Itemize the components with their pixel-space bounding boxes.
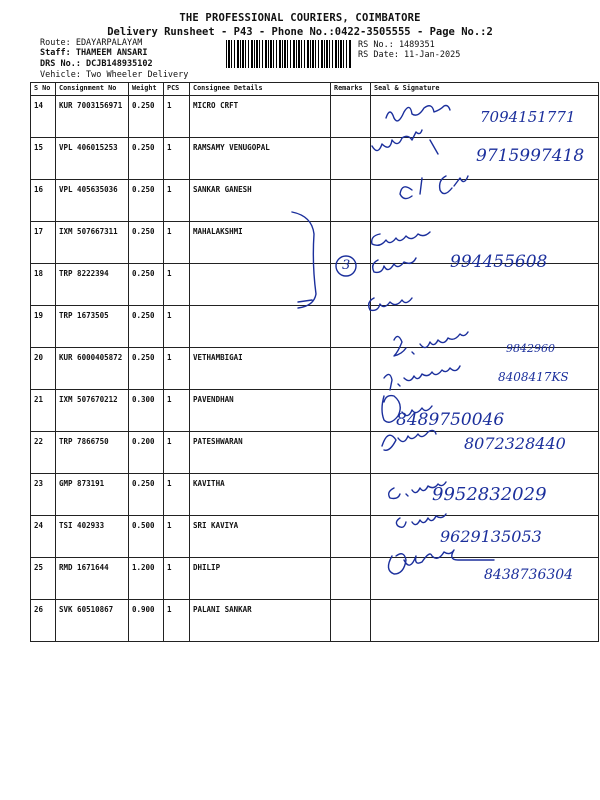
weight-cell: 0.250: [129, 138, 164, 180]
consignee-cell: PATESHWARAN: [190, 432, 331, 474]
pcs-cell: 1: [164, 516, 190, 558]
handwritten-circle-number: 3: [342, 258, 351, 273]
sno-cell: 25: [31, 558, 56, 600]
route-label: Route: EDAYARPALAYAM: [40, 38, 143, 48]
remarks-cell: [331, 600, 371, 642]
sno-cell: 16: [31, 180, 56, 222]
consignee-cell: [190, 306, 331, 348]
weight-cell: 0.250: [129, 264, 164, 306]
remarks-cell: [331, 96, 371, 138]
remarks-cell: [331, 516, 371, 558]
weight-cell: 0.200: [129, 432, 164, 474]
handwritten-phone: 8408417KS: [498, 370, 569, 384]
consignee-cell: DHILIP: [190, 558, 331, 600]
weight-cell: 0.500: [129, 516, 164, 558]
handwritten-phone: 9952832029: [432, 484, 547, 505]
consignment-cell: IXM 507667311: [56, 222, 129, 264]
handwritten-phone: 9629135053: [440, 527, 542, 546]
sno-cell: 18: [31, 264, 56, 306]
pcs-cell: 1: [164, 180, 190, 222]
pcs-cell: 1: [164, 348, 190, 390]
pcs-cell: 1: [164, 390, 190, 432]
pcs-cell: 1: [164, 306, 190, 348]
weight-cell: 0.250: [129, 222, 164, 264]
col-weight: Weight: [129, 83, 164, 96]
signature-cell: [371, 180, 599, 222]
consignee-cell: PAVENDHAN: [190, 390, 331, 432]
consignment-cell: VPL 406015253: [56, 138, 129, 180]
pcs-cell: 1: [164, 558, 190, 600]
rs-date: RS Date: 11-Jan-2025: [358, 50, 461, 60]
consignment-cell: VPL 405635036: [56, 180, 129, 222]
remarks-cell: [331, 222, 371, 264]
remarks-cell: [331, 348, 371, 390]
consignment-cell: TRP 7866750: [56, 432, 129, 474]
consignment-cell: GMP 873191: [56, 474, 129, 516]
staff-label: Staff: THAMEEM ANSARI: [40, 48, 148, 58]
sno-cell: 23: [31, 474, 56, 516]
pcs-cell: 1: [164, 222, 190, 264]
consignment-cell: TSI 402933: [56, 516, 129, 558]
company-name: THE PROFESSIONAL COURIERS, COIMBATORE: [179, 12, 421, 24]
pcs-cell: 1: [164, 474, 190, 516]
remarks-cell: [331, 138, 371, 180]
sno-cell: 15: [31, 138, 56, 180]
sno-cell: 22: [31, 432, 56, 474]
table-row: [31, 180, 599, 222]
consignment-cell: TRP 8222394: [56, 264, 129, 306]
remarks-cell: [331, 558, 371, 600]
weight-cell: 0.250: [129, 96, 164, 138]
consignment-cell: IXM 507670212: [56, 390, 129, 432]
consignment-cell: RMD 1671644: [56, 558, 129, 600]
remarks-cell: [331, 264, 371, 306]
pcs-cell: 1: [164, 264, 190, 306]
handwritten-phone: 8072328440: [464, 434, 566, 453]
consignee-cell: SANKAR GANESH: [190, 180, 331, 222]
col-signature: Seal & Signature: [371, 83, 599, 96]
runsheet-title: Delivery Runsheet - P43 - Phone No.:0422-3505555 - Page No.:2: [107, 26, 493, 38]
sno-cell: 26: [31, 600, 56, 642]
pcs-cell: 1: [164, 138, 190, 180]
sno-cell: 24: [31, 516, 56, 558]
col-pcs: PCS: [164, 83, 190, 96]
handwritten-phone: 8438736304: [484, 567, 574, 583]
pcs-cell: 1: [164, 600, 190, 642]
consignee-cell: MICRO CRFT: [190, 96, 331, 138]
consignee-cell: VETHAMBIGAI: [190, 348, 331, 390]
consignment-cell: SVK 60510867: [56, 600, 129, 642]
delivery-table: [30, 82, 599, 642]
sno-cell: 20: [31, 348, 56, 390]
weight-cell: 1.200: [129, 558, 164, 600]
drs-number: DRS No.: DCJB148935102: [40, 59, 153, 69]
sno-cell: 14: [31, 96, 56, 138]
sno-cell: 17: [31, 222, 56, 264]
table-row: [31, 600, 599, 642]
remarks-cell: [331, 474, 371, 516]
sno-cell: 19: [31, 306, 56, 348]
weight-cell: 0.250: [129, 180, 164, 222]
consignee-cell: RAMSAMY VENUGOPAL: [190, 138, 331, 180]
consignee-cell: SRI KAVIYA: [190, 516, 331, 558]
table-row: [31, 390, 599, 432]
consignment-cell: KUR 7003156971: [56, 96, 129, 138]
vehicle-label: Vehicle: Two Wheeler Delivery: [40, 70, 189, 80]
remarks-cell: [331, 390, 371, 432]
table-header-row: [31, 83, 599, 96]
pcs-cell: 1: [164, 96, 190, 138]
pcs-cell: 1: [164, 432, 190, 474]
signature-cell: [371, 600, 599, 642]
remarks-cell: [331, 180, 371, 222]
handwritten-phone: 8489750046: [396, 410, 505, 430]
consignee-cell: [190, 264, 331, 306]
sno-cell: 21: [31, 390, 56, 432]
handwritten-phone: 9715997418: [476, 146, 585, 166]
col-sno: S No: [31, 83, 56, 96]
weight-cell: 0.300: [129, 390, 164, 432]
weight-cell: 0.900: [129, 600, 164, 642]
remarks-cell: [331, 306, 371, 348]
consignment-cell: TRP 1673505: [56, 306, 129, 348]
col-consignee: Consignee Details: [190, 83, 331, 96]
consignee-cell: KAVITHA: [190, 474, 331, 516]
handwritten-phone: 7094151771: [480, 108, 576, 126]
signature-cell: [371, 306, 599, 348]
remarks-cell: [331, 432, 371, 474]
col-remarks: Remarks: [331, 83, 371, 96]
handwritten-phone: 9842960: [506, 342, 555, 355]
consignment-cell: KUR 6000405872: [56, 348, 129, 390]
weight-cell: 0.250: [129, 474, 164, 516]
weight-cell: 0.250: [129, 348, 164, 390]
handwritten-phone: 994455608: [450, 252, 548, 272]
consignee-cell: MAHALAKSHMI: [190, 222, 331, 264]
weight-cell: 0.250: [129, 306, 164, 348]
barcode-image: [226, 40, 352, 68]
consignee-cell: PALANI SANKAR: [190, 600, 331, 642]
rs-number: RS No.: 1489351: [358, 40, 435, 50]
col-consignment: Consignment No: [56, 83, 129, 96]
